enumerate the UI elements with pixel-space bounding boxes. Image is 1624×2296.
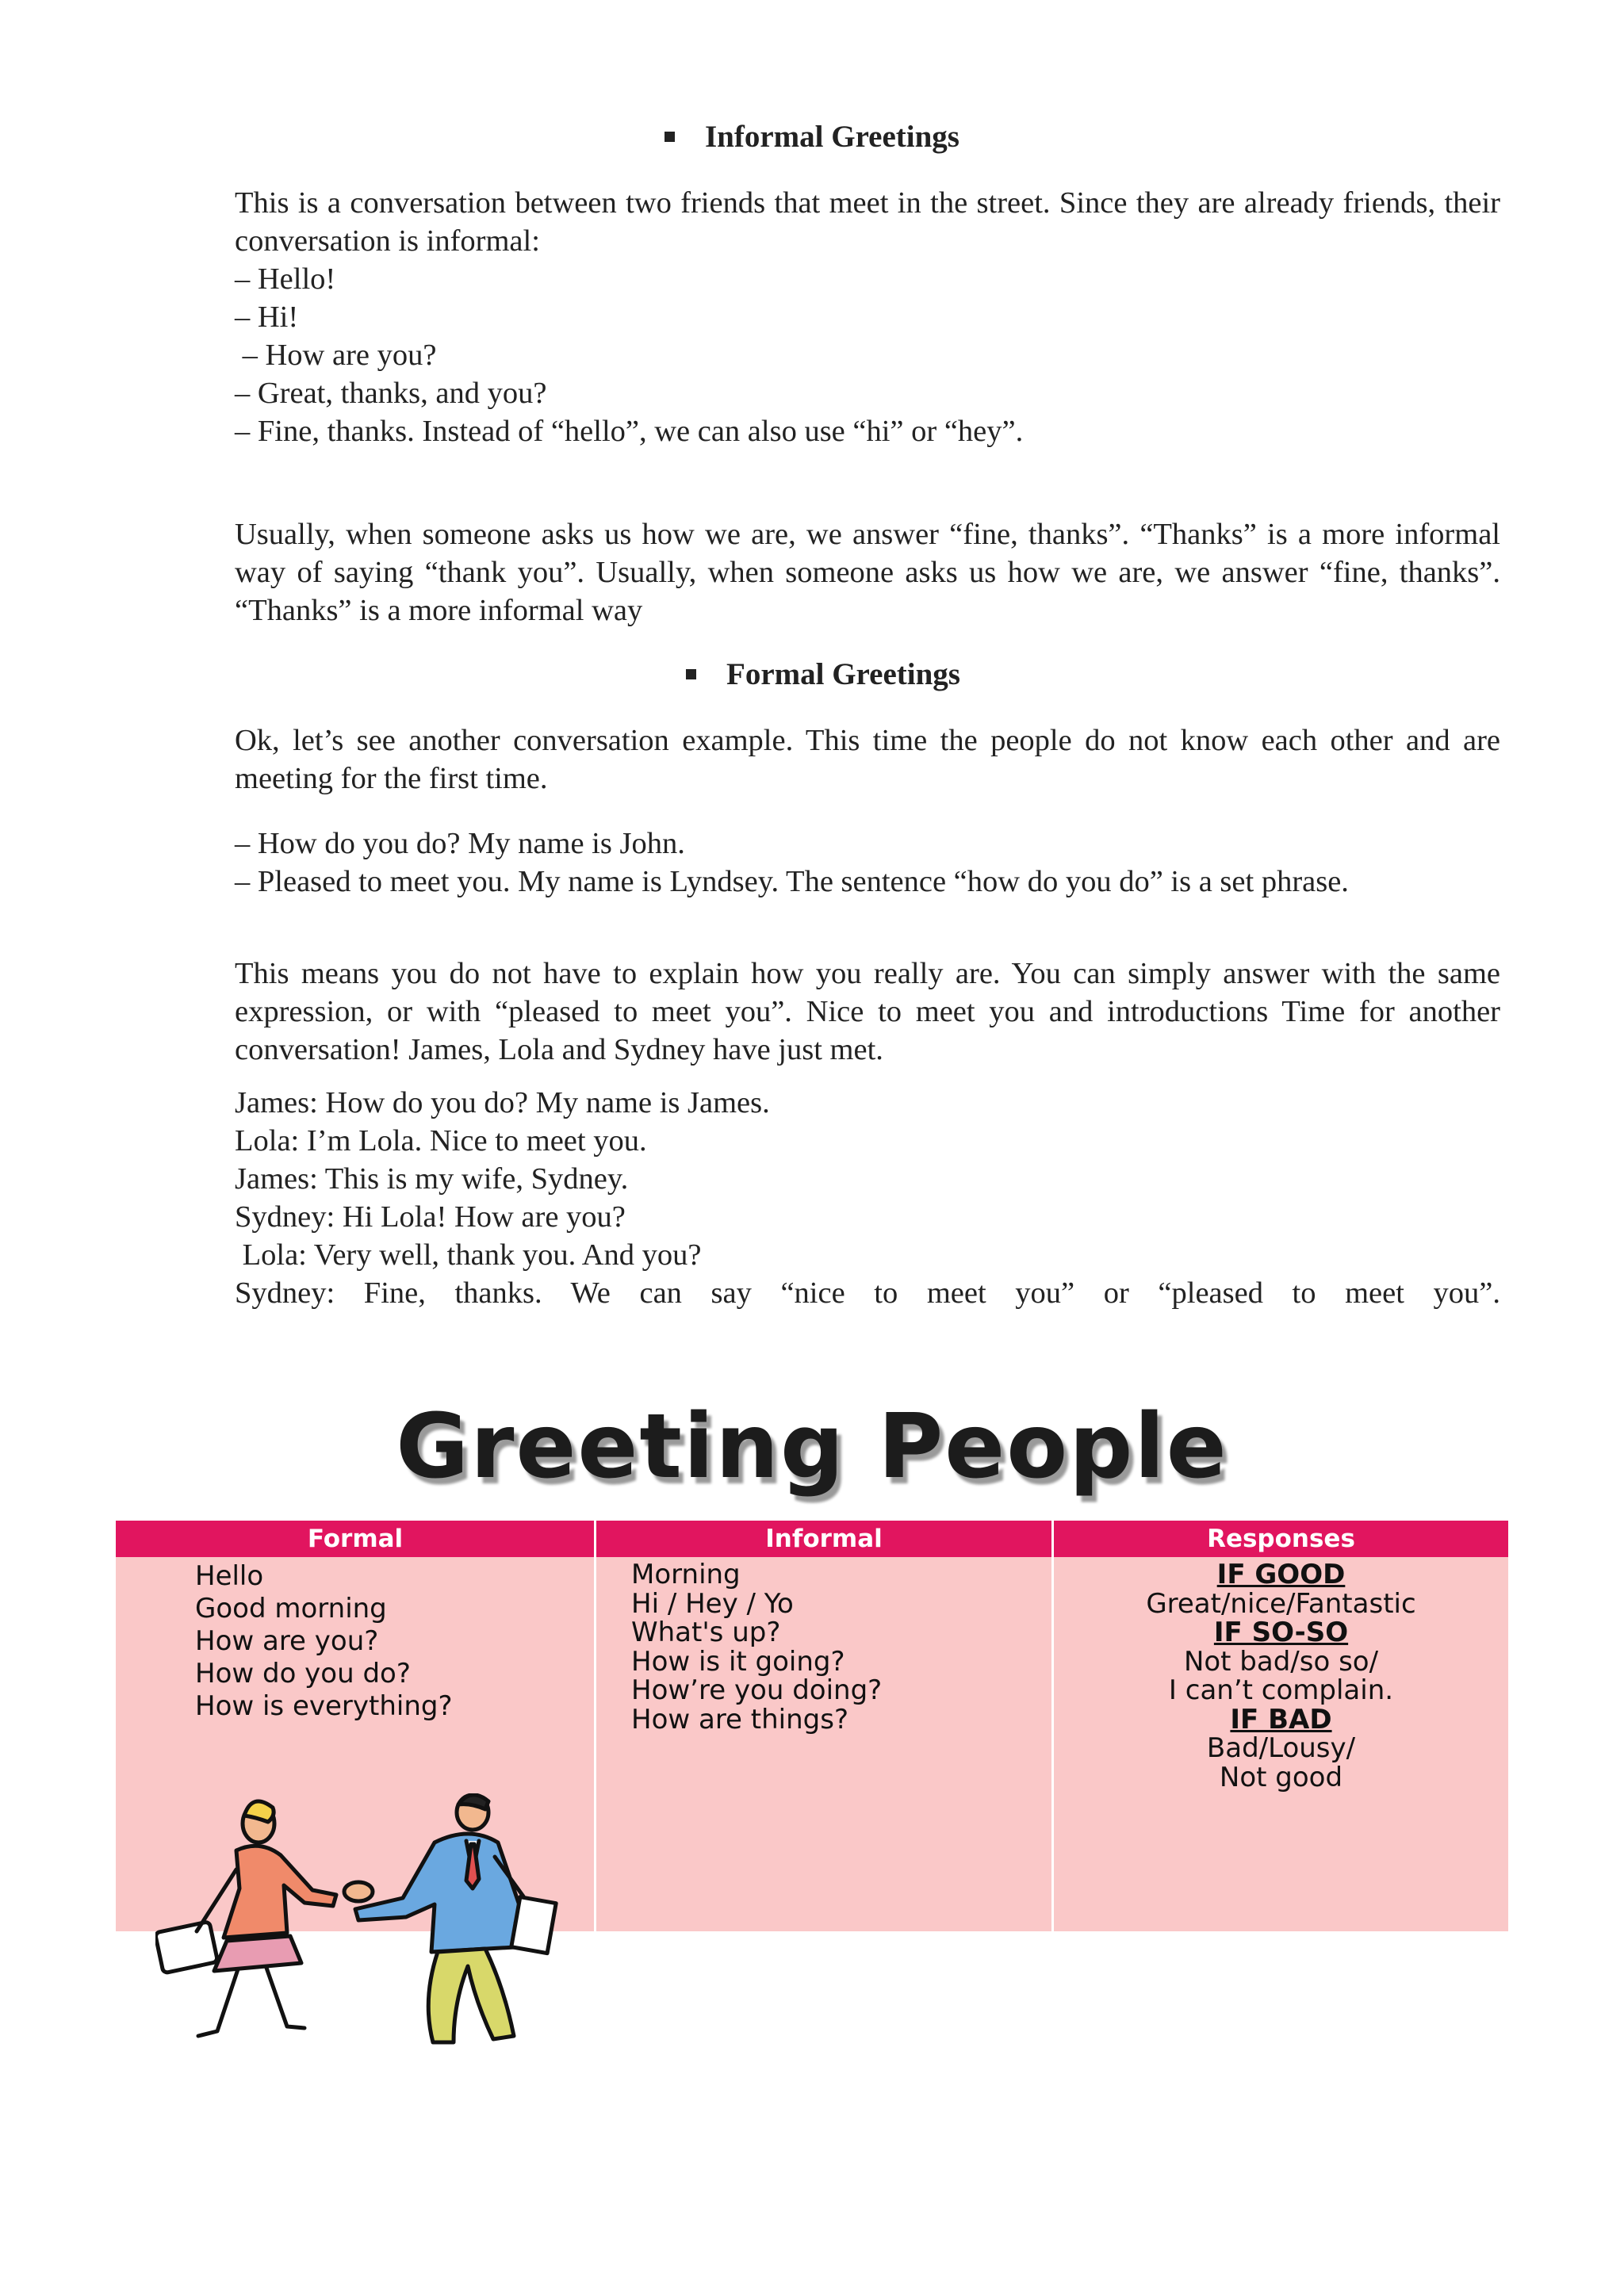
dialogue-line: – Great, thanks, and you?	[235, 377, 547, 410]
column-body	[116, 1557, 595, 1723]
list-item: Good morning	[195, 1593, 387, 1624]
formal-greetings-heading	[11, 656, 1624, 694]
dialogue-line: – Hello!	[235, 262, 336, 296]
dialogue-line: Sydney: Hi Lola! How are you?	[235, 1200, 626, 1234]
section1-body	[235, 184, 1500, 450]
heading-text: Formal Greetings	[726, 657, 960, 691]
section1-intro: This is a conversation between two friends that meet in the street. Since they are already friends, their conversation is informal:	[235, 186, 1500, 258]
section2-paragraph	[235, 955, 1500, 1069]
handshake-illustration	[155, 1793, 615, 2047]
dialogue-line: – Hi!	[235, 300, 299, 334]
dialogue-line: Lola: Very well, thank you. And you?	[235, 1238, 702, 1272]
informal-greetings-heading	[0, 118, 1624, 156]
dialogue-line: Lola: I’m Lola. Nice to meet you.	[235, 1124, 647, 1158]
list-item: Hello	[195, 1560, 264, 1592]
dialogue-line: – Fine, thanks. Instead of “hello”, we can also use “hi” or “hey”.	[235, 415, 1024, 448]
column-responses	[1054, 1521, 1508, 1931]
list-item: How do you do?	[195, 1658, 411, 1689]
column-body	[596, 1557, 1051, 1734]
heading-text: Informal Greetings	[705, 120, 959, 154]
paragraph-text: Usually, when someone asks us how we are, we answer “fine, thanks”. “Thanks” is a more informal way of saying “thank you”. Usually, when someone asks us how we are, we answer “fine, thanks”. “Thanks” is a more informal way	[235, 518, 1500, 627]
section2-intro	[235, 721, 1500, 798]
list-item: How are you?	[195, 1625, 379, 1657]
column-header: Formal	[116, 1521, 595, 1557]
column-informal	[596, 1521, 1051, 1931]
dialogue-line: – How do you do? My name is John.	[235, 827, 685, 860]
list-item: How are things?	[631, 1703, 848, 1735]
paragraph-text: This means you do not have to explain how you really are. You can simply answer with the same expression, or with “pleased to meet you”. Nice to meet you and introductions Time for another conversation! James, Lola and Sydney have just met.	[235, 957, 1500, 1066]
infographic-title: Greeting People	[396, 1395, 1228, 1498]
response-item: Bad/Lousy/	[1206, 1732, 1356, 1764]
section2-lines	[235, 825, 1500, 901]
column-body	[1054, 1557, 1508, 1792]
response-item: Not good	[1219, 1761, 1343, 1793]
section1-paragraph	[235, 515, 1500, 629]
dialogue-line: James: How do you do? My name is James.	[235, 1086, 770, 1119]
square-bullet-icon	[665, 132, 675, 142]
dialogue-line: – How are you?	[235, 339, 437, 372]
list-item: Hi / Hey / Yo	[631, 1587, 794, 1620]
dialogue-line: James: This is my wife, Sydney.	[235, 1162, 629, 1196]
dialogue-line: – Pleased to meet you. My name is Lyndsey. The sentence “how do you do” is a set phrase.	[235, 865, 1349, 898]
list-item: How is it going?	[631, 1645, 845, 1678]
column-header: Informal	[596, 1521, 1051, 1557]
response-label: IF GOOD	[1216, 1559, 1346, 1590]
response-label: IF SO-SO	[1213, 1617, 1349, 1648]
list-item: What's up?	[631, 1617, 781, 1648]
list-item: How is everything?	[195, 1690, 453, 1722]
response-item: Not bad/so so/	[1183, 1645, 1379, 1678]
response-item: I can’t complain.	[1168, 1674, 1394, 1706]
response-label: IF BAD	[1230, 1703, 1332, 1735]
list-item: How’re you doing?	[631, 1674, 883, 1706]
dialogue-line: Sydney: Fine, thanks. We can say “nice to meet you” or “pleased to meet you”.	[235, 1276, 1500, 1310]
square-bullet-icon	[686, 669, 696, 679]
response-item: Great/nice/Fantastic	[1146, 1587, 1416, 1620]
column-header: Responses	[1054, 1521, 1508, 1557]
section2-dialogue	[235, 1084, 1500, 1312]
paragraph-text: Ok, let’s see another conversation example. This time the people do not know each other and are meeting for the first time.	[235, 724, 1500, 795]
list-item: Morning	[631, 1559, 741, 1590]
